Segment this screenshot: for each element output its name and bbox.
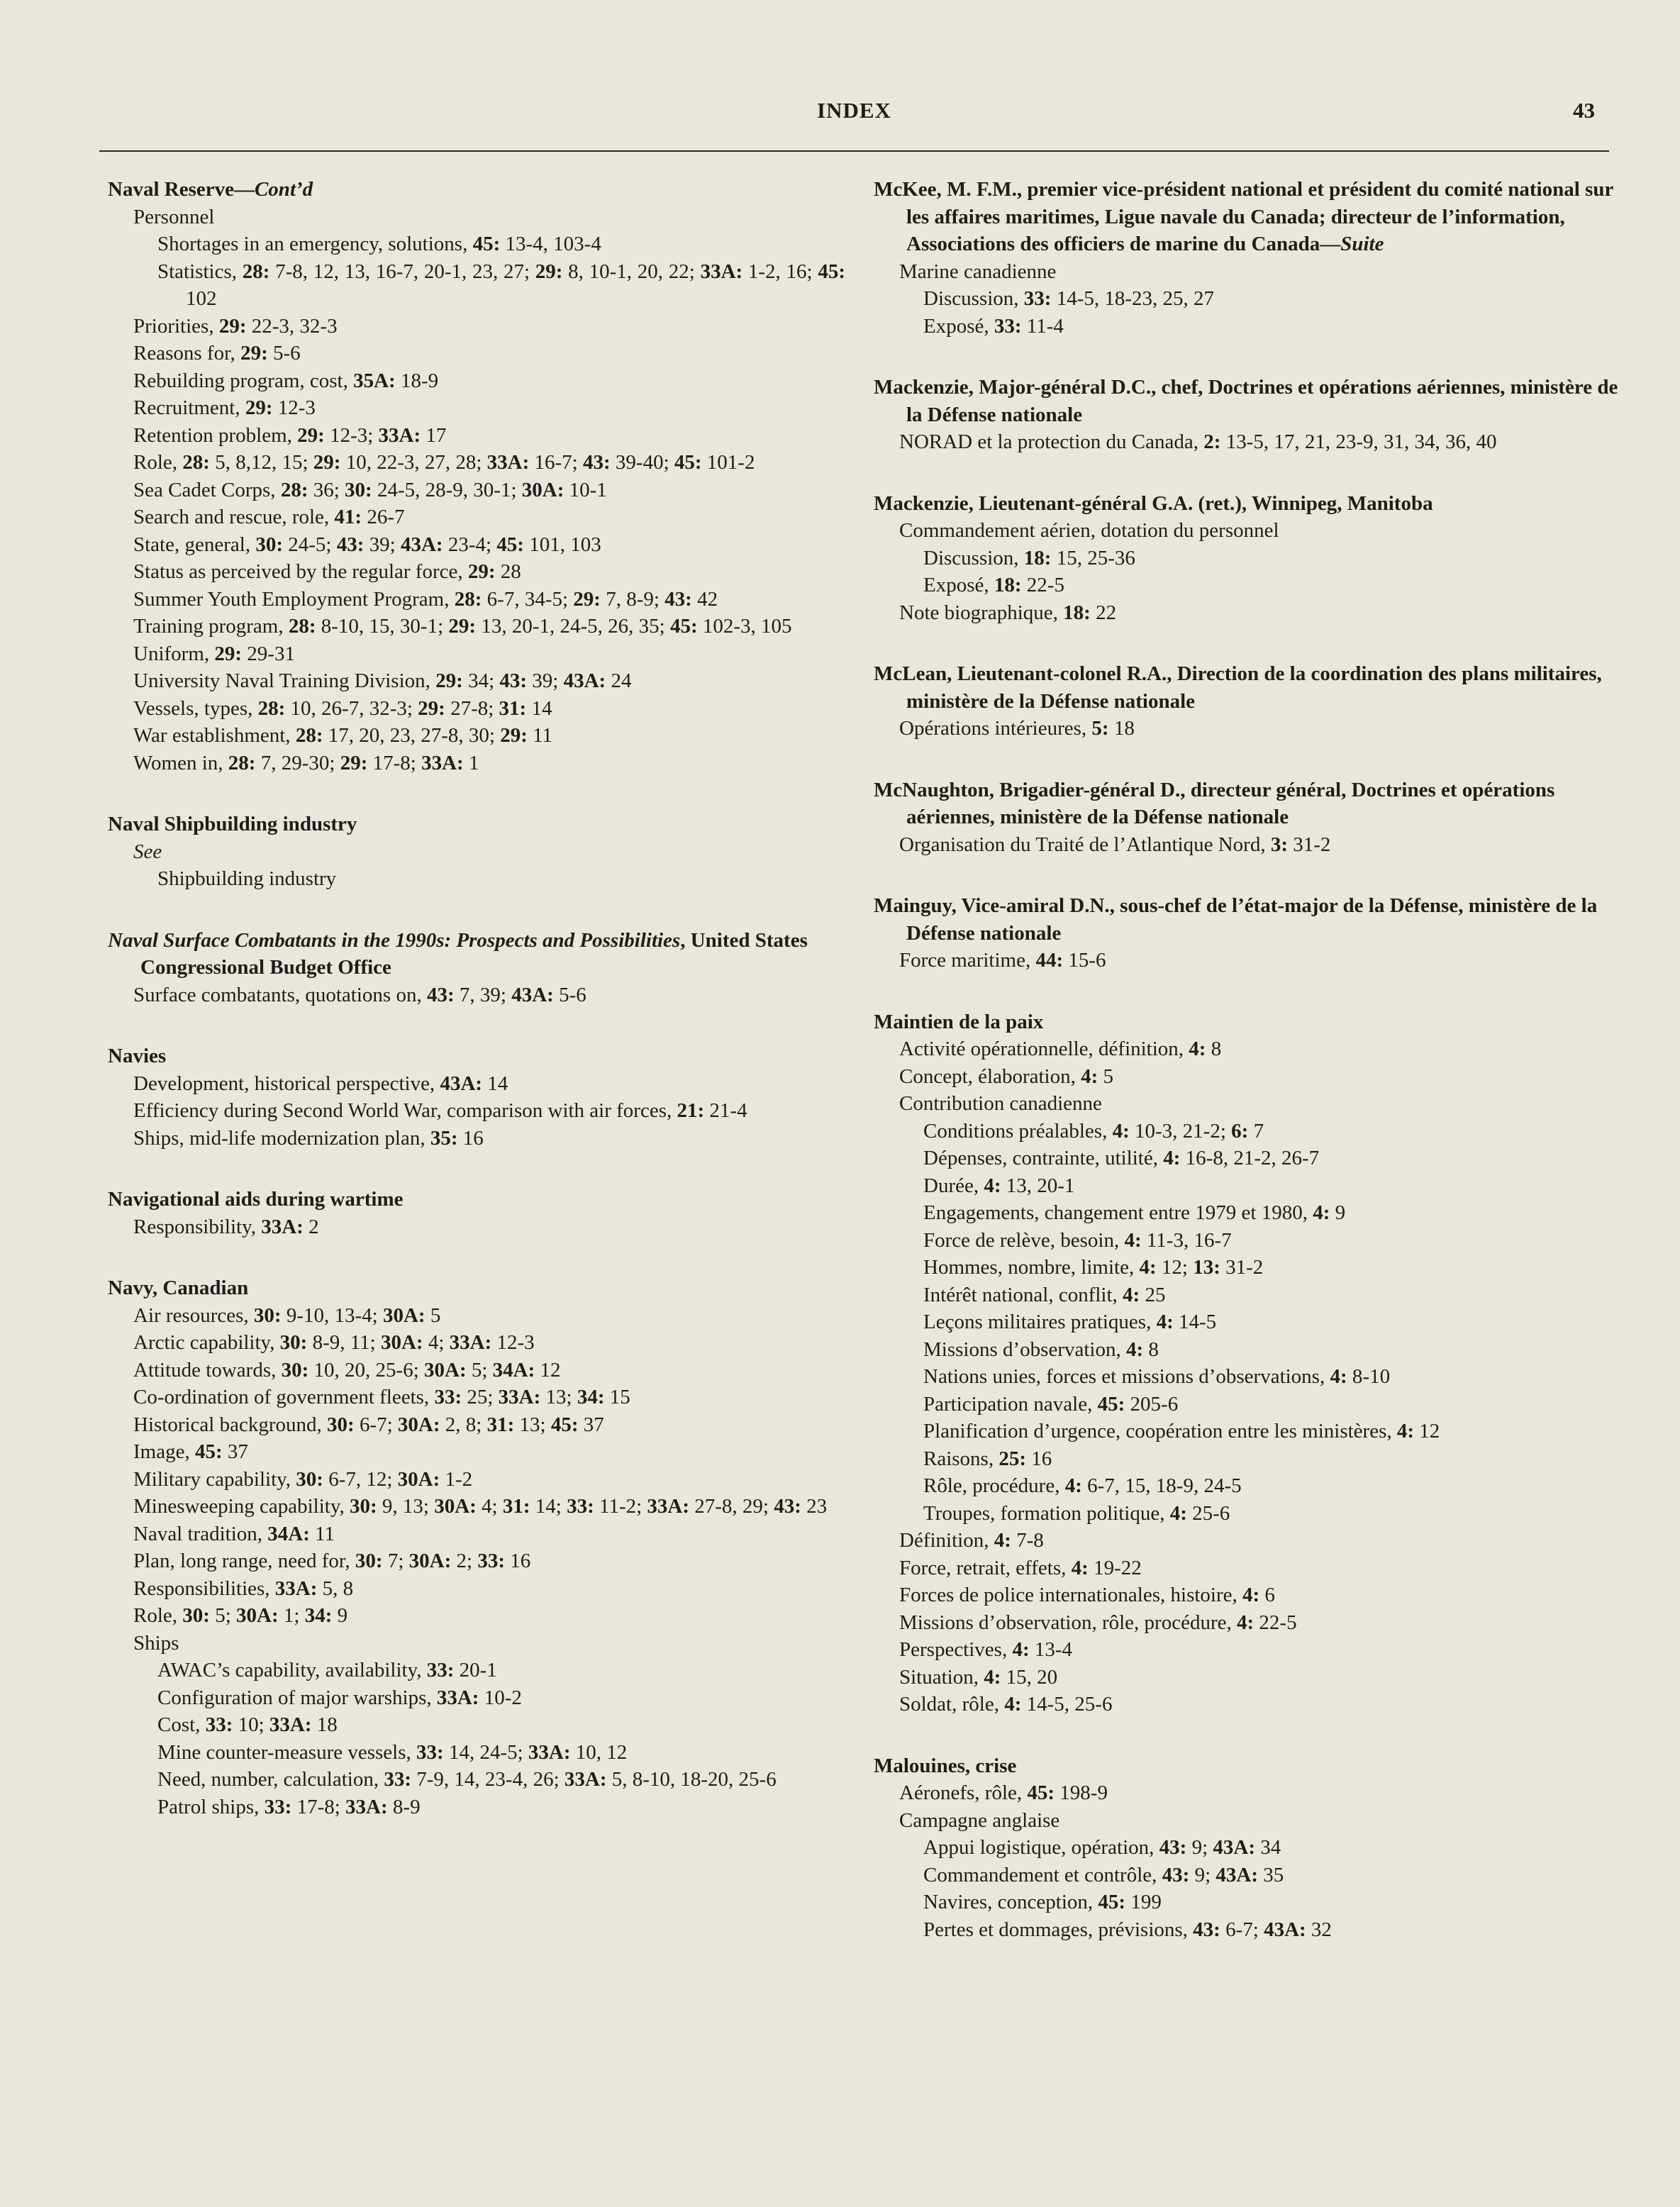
index-heading: Malouines, crise (874, 1754, 1017, 1777)
index-subentry: Leçons militaires pratiques, 4: 14-5 (923, 1311, 1217, 1333)
index-subentry: State, general, 30: 24-5; 43: 39; 43A: 23-4; 45: 101, 103 (133, 533, 601, 556)
index-subentry: Mine counter-measure vessels, 33: 14, 24-5; 33A: 10, 12 (157, 1740, 628, 1764)
index-subentry: Définition, 4: 7-8 (899, 1529, 1044, 1552)
index-subentry: Military capability, 30: 6-7, 12; 30A: 1-2 (133, 1467, 473, 1491)
index-entry (874, 176, 1622, 340)
index-entry (874, 660, 1622, 743)
index-subentry: Uniform, 29: 29-31 (133, 642, 295, 665)
index-subentry: War establishment, 28: 17, 20, 23, 27-8, 30; 29: 11 (133, 724, 553, 747)
index-heading: McNaughton, Brigadier-général D., directeur général, Doctrines et opérations aériennes, ministère de la Défense nationale (874, 778, 1555, 828)
index-subentry: Situation, 4: 15, 20 (899, 1665, 1058, 1689)
index-subentry: Image, 45: 37 (133, 1440, 248, 1463)
index-subentry: AWAC’s capability, availability, 33: 20-1 (157, 1659, 497, 1681)
index-subentry: Reasons for, 29: 5-6 (133, 342, 301, 365)
index-column-right (874, 176, 1622, 1977)
index-subentry: Force maritime, 44: 15-6 (899, 949, 1106, 972)
index-subentry: Raisons, 25: 16 (923, 1447, 1052, 1470)
index-subentry: Marine canadienne (899, 260, 1057, 283)
index-subentry: Participation navale, 45: 205-6 (923, 1392, 1179, 1416)
index-subentry: Retention problem, 29: 12-3; 33A: 17 (133, 423, 447, 447)
index-subentry: Exposé, 33: 11-4 (923, 314, 1064, 338)
index-subentry: Appui logistique, opération, 43: 9; 43A: 34 (923, 1836, 1281, 1859)
index-subentry: Attitude towards, 30: 10, 20, 25-6; 30A: 5; 34A: 12 (133, 1358, 561, 1382)
index-heading: Navies (108, 1045, 167, 1067)
index-entry (108, 1274, 845, 1820)
index-heading: McKee, M. F.M., premier vice-président national et président du comité national sur les affaires maritimes, Ligue navale du Canada; directeur de l’information, Associations des officiers de marine du Canada—Suite (874, 178, 1613, 255)
index-subentry: Force, retrait, effets, 4: 19-22 (899, 1556, 1142, 1579)
index-subentry: Personnel (133, 205, 215, 228)
index-subentry: Note biographique, 18: 22 (899, 601, 1117, 624)
index-entry (108, 927, 845, 1009)
index-subentry: Women in, 28: 7, 29-30; 29: 17-8; 33A: 1 (133, 751, 479, 774)
index-subentry: Commandement aérien, dotation du personnel (899, 519, 1279, 542)
index-subentry: Plan, long range, need for, 30: 7; 30A: 2; 33: 16 (133, 1550, 531, 1572)
index-subentry: Discussion, 18: 15, 25-36 (923, 546, 1135, 569)
index-subentry: Conditions préalables, 4: 10-3, 21-2; 6: 7 (923, 1119, 1264, 1143)
index-entry (874, 374, 1622, 456)
index-subentry: Dépenses, contrainte, utilité, 4: 16-8, 21-2, 26-7 (923, 1147, 1320, 1169)
index-subentry: Role, 28: 5, 8,12, 15; 29: 10, 22-3, 27, 28; 33A: 16-7; 43: 39-40; 45: 101-2 (133, 451, 755, 474)
index-subentry: Co-ordination of government fleets, 33: 25; 33A: 13; 34: 15 (133, 1386, 630, 1408)
index-subentry: Intérêt national, conflit, 4: 25 (923, 1283, 1166, 1306)
index-subentry: Soldat, rôle, 4: 14-5, 25-6 (899, 1693, 1113, 1716)
index-entry (108, 811, 845, 893)
index-subentry: Perspectives, 4: 13-4 (899, 1638, 1073, 1661)
index-subentry: Sea Cadet Corps, 28: 36; 30: 24-5, 28-9, 30-1; 30A: 10-1 (133, 478, 607, 501)
index-subentry: Contribution canadienne (899, 1092, 1102, 1115)
index-entry (874, 777, 1622, 859)
index-subentry: Development, historical perspective, 43A: 14 (133, 1072, 508, 1095)
index-subentry: Pertes et dommages, prévisions, 43: 6-7; 43A: 32 (923, 1918, 1332, 1941)
index-subentry: Ships (133, 1631, 179, 1655)
index-heading: Navy, Canadian (108, 1277, 249, 1299)
index-heading: McLean, Lieutenant-colonel R.A., Direction de la coordination des plans militaires, ministère de la Défense nationale (874, 662, 1602, 713)
index-subentry: Configuration of major warships, 33A: 10-2 (157, 1686, 522, 1709)
index-subentry: Training program, 28: 8-10, 15, 30-1; 29: 13, 20-1, 24-5, 26, 35; 45: 102-3, 105 (133, 615, 792, 638)
index-subentry: Concept, élaboration, 4: 5 (899, 1064, 1114, 1088)
index-subentry: Statistics, 28: 7-8, 12, 13, 16-7, 20-1, 23, 27; 29: 8, 10-1, 20, 22; 33A: 1-2, 16; 45: 102 (157, 260, 846, 310)
index-entry (874, 1008, 1622, 1718)
index-subentry: Commandement et contrôle, 43: 9; 43A: 35 (923, 1863, 1284, 1886)
index-subentry: Air resources, 30: 9-10, 13-4; 30A: 5 (133, 1303, 441, 1327)
index-subentry: Navires, conception, 45: 199 (923, 1891, 1162, 1913)
index-subentry: Patrol ships, 33: 17-8; 33A: 8-9 (157, 1795, 421, 1818)
index-subentry: Surface combatants, quotations on, 43: 7, 39; 43A: 5-6 (133, 983, 586, 1006)
index-heading: Mainguy, Vice-amiral D.N., sous-chef de l’état-major de la Défense, ministère de la Défense nationale (874, 894, 1598, 945)
index-subentry: Need, number, calculation, 33: 7-9, 14, 23-4, 26; 33A: 5, 8-10, 18-20, 25-6 (157, 1768, 777, 1791)
index-subentry: Role, 30: 5; 30A: 1; 34: 9 (133, 1604, 348, 1627)
index-subentry: Opérations intérieures, 5: 18 (899, 717, 1135, 740)
index-subentry: Nations unies, forces et missions d’observations, 4: 8-10 (923, 1365, 1391, 1388)
index-subentry: Aéronefs, rôle, 45: 198-9 (899, 1781, 1108, 1804)
index-subentry: Troupes, formation politique, 4: 25-6 (923, 1501, 1230, 1525)
index-subentry: Search and rescue, role, 41: 26-7 (133, 506, 405, 528)
index-column-left (108, 176, 845, 1855)
index-subentry: Ships, mid-life modernization plan, 35: 16 (133, 1126, 484, 1150)
index-subentry: Durée, 4: 13, 20-1 (923, 1174, 1075, 1197)
index-entry (108, 176, 845, 777)
index-heading: Naval Shipbuilding industry (108, 813, 357, 835)
index-subentry: Organisation du Traité de l’Atlantique Nord, 3: 31-2 (899, 833, 1331, 856)
index-heading: Naval Surface Combatants in the 1990s: Prospects and Possibilities, United States Congressional Budget Office (108, 928, 808, 979)
index-subentry: Efficiency during Second World War, comparison with air forces, 21: 21-4 (133, 1099, 747, 1122)
index-subentry: Responsibility, 33A: 2 (133, 1215, 319, 1238)
page-number: 43 (1573, 98, 1595, 123)
index-heading: Maintien de la paix (874, 1010, 1044, 1033)
index-subentry: Shipbuilding industry (157, 867, 337, 890)
index-subentry: Activité opérationnelle, définition, 4: 8 (899, 1038, 1222, 1060)
index-subentry: Engagements, changement entre 1979 et 1980, 4: 9 (923, 1201, 1346, 1224)
index-entry (108, 1186, 845, 1240)
index-heading: Naval Reserve—Cont’d (108, 178, 313, 201)
index-heading: Navigational aids during wartime (108, 1188, 404, 1211)
index-subentry: Missions d’observation, 4: 8 (923, 1338, 1159, 1361)
index-subentry: Recruitment, 29: 12-3 (133, 396, 316, 419)
index-subentry: Priorities, 29: 22-3, 32-3 (133, 314, 338, 338)
index-heading: Mackenzie, Major-général D.C., chef, Doctrines et opérations aériennes, ministère de la Défense nationale (874, 376, 1618, 426)
page-header (99, 91, 1609, 152)
index-subentry: See (133, 840, 162, 863)
index-subentry: Exposé, 18: 22-5 (923, 574, 1064, 596)
index-subentry: Naval tradition, 34A: 11 (133, 1522, 335, 1545)
index-subentry: Rôle, procédure, 4: 6-7, 15, 18-9, 24-5 (923, 1474, 1242, 1497)
index-entry (108, 1043, 845, 1152)
index-subentry: University Naval Training Division, 29: 34; 43: 39; 43A: 24 (133, 669, 632, 692)
index-subentry: Force de relève, besoin, 4: 11-3, 16-7 (923, 1228, 1232, 1252)
index-subentry: Status as perceived by the regular force, 29: 28 (133, 560, 521, 583)
index-subentry: Responsibilities, 33A: 5, 8 (133, 1577, 354, 1600)
index-subentry: Campagne anglaise (899, 1808, 1060, 1832)
index-subentry: Rebuilding program, cost, 35A: 18-9 (133, 369, 439, 392)
index-subentry: Hommes, nombre, limite, 4: 12; 13: 31-2 (923, 1256, 1264, 1279)
index-subentry: Discussion, 33: 14-5, 18-23, 25, 27 (923, 287, 1215, 310)
index-subentry: NORAD et la protection du Canada, 2: 13-5, 17, 21, 23-9, 31, 34, 36, 40 (899, 430, 1497, 453)
index-subentry: Planification d’urgence, coopération entre les ministères, 4: 12 (923, 1420, 1440, 1442)
index-subentry: Cost, 33: 10; 33A: 18 (157, 1713, 338, 1736)
index-subentry: Summer Youth Employment Program, 28: 6-7, 34-5; 29: 7, 8-9; 43: 42 (133, 587, 718, 611)
index-entry (874, 490, 1622, 627)
index-heading: Mackenzie, Lieutenant-général G.A. (ret.), Winnipeg, Manitoba (874, 491, 1433, 515)
index-entry (874, 1752, 1622, 1944)
index-subentry: Forces de police internationales, histoire, 4: 6 (899, 1584, 1275, 1606)
index-entry (874, 892, 1622, 974)
running-title: INDEX (817, 98, 891, 123)
index-subentry: Historical background, 30: 6-7; 30A: 2, 8; 31: 13; 45: 37 (133, 1413, 604, 1436)
index-subentry: Arctic capability, 30: 8-9, 11; 30A: 4; 33A: 12-3 (133, 1331, 535, 1354)
index-subentry: Vessels, types, 28: 10, 26-7, 32-3; 29: 27-8; 31: 14 (133, 696, 552, 720)
index-subentry: Minesweeping capability, 30: 9, 13; 30A: 4; 31: 14; 33: 11-2; 33A: 27-8, 29; 43: 23 (133, 1495, 828, 1518)
index-subentry: Shortages in an emergency, solutions, 45: 13-4, 103-4 (157, 233, 601, 255)
index-subentry: Missions d’observation, rôle, procédure, 4: 22-5 (899, 1611, 1297, 1634)
